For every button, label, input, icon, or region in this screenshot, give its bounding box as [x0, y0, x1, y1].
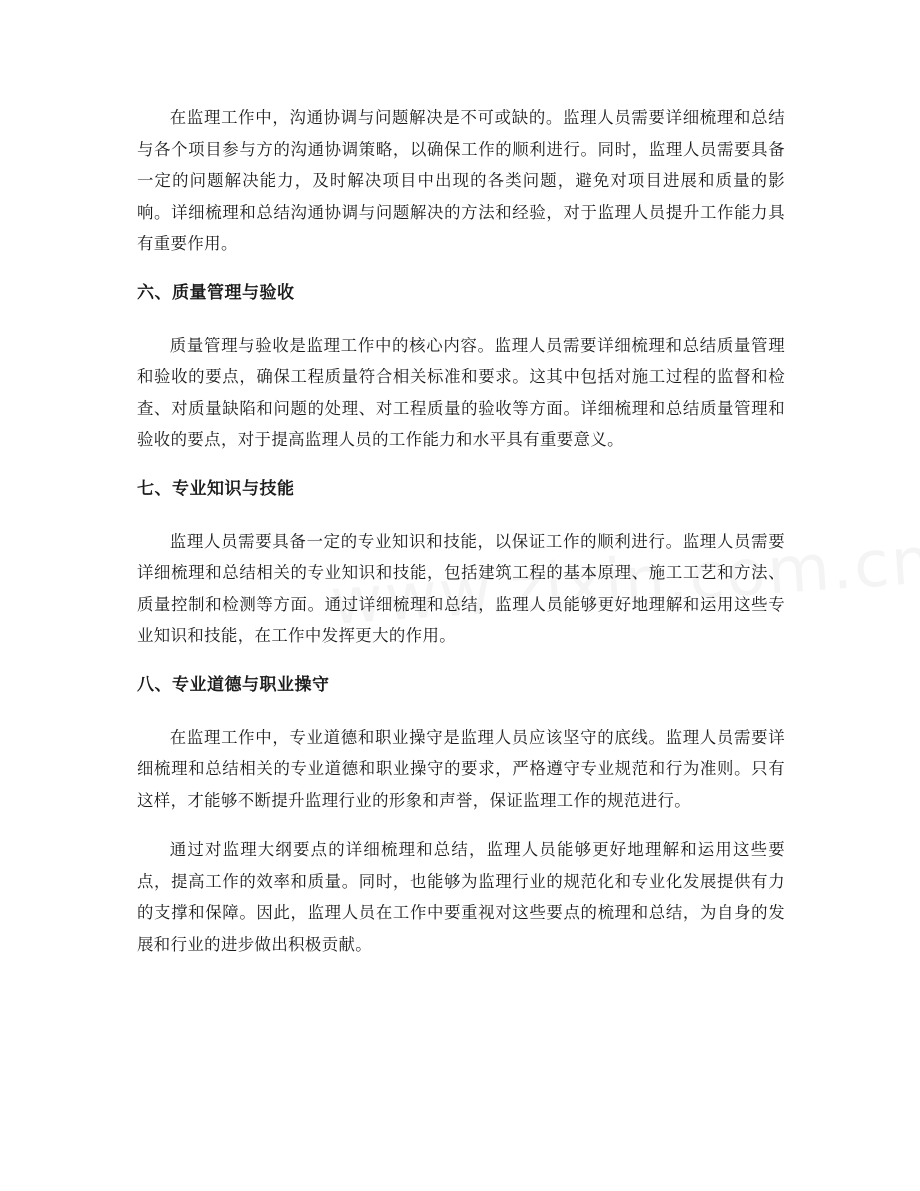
- section-paragraph-ethics: 在监理工作中，专业道德和职业操守是监理人员应该坚守的底线。监理人员需要详细梳理和总结相关的专业道德和职业操守的要求，严格遵守专业规范和行为准则。只有这样，才能够不断提升监理行业的形象和声誉，保证监理工作的规范进行。: [137, 727, 785, 810]
- section-paragraph-quality: 质量管理与验收是监理工作中的核心内容。监理人员需要详细梳理和总结质量管理和验收的要点，确保工程质量符合相关标准和要求。这其中包括对施工过程的监督和检查、对质量缺陷和问题的处理、对工程质量的验收等方面。详细梳理和总结质量管理和验收的要点，对于提高监理人员的工作能力和水平具有重要意义。: [137, 335, 785, 450]
- document-body: [137, 102, 785, 961]
- closing-paragraph: 通过对监理大纲要点的详细梳理和总结，监理人员能够更好地理解和运用这些要点，提高工作的效率和质量。同时，也能够为监理行业的规范化和专业化发展提供有力的支撑和保障。因此，监理人员在工作中要重视对这些要点的梳理和总结，为自身的发展和行业的进步做出积极贡献。: [137, 840, 785, 955]
- section-heading-ethics: 八、专业道德与职业操守: [137, 674, 330, 695]
- intro-paragraph: 在监理工作中，沟通协调与问题解决是不可或缺的。监理人员需要详细梳理和总结与各个项目参与方的沟通协调策略，以确保工作的顺利进行。同时，监理人员需要具备一定的问题解决能力，及时解决项目中出现的各类问题，避免对项目进展和质量的影响。详细梳理和总结沟通协调与问题解决的方法和经验，对于监理人员提升工作能力具有重要作用。: [137, 108, 785, 254]
- section-paragraph-expertise: 监理人员需要具备一定的专业知识和技能，以保证工作的顺利进行。监理人员需要详细梳理和总结相关的专业知识和技能，包括建筑工程的基本原理、施工工艺和方法、质量控制和检测等方面。通过详细梳理和总结，监理人员能够更好地理解和运用这些专业知识和技能，在工作中发挥更大的作用。: [137, 531, 785, 646]
- section-heading-expertise: 七、专业知识与技能: [137, 478, 295, 499]
- section-heading-quality: 六、质量管理与验收: [137, 282, 295, 303]
